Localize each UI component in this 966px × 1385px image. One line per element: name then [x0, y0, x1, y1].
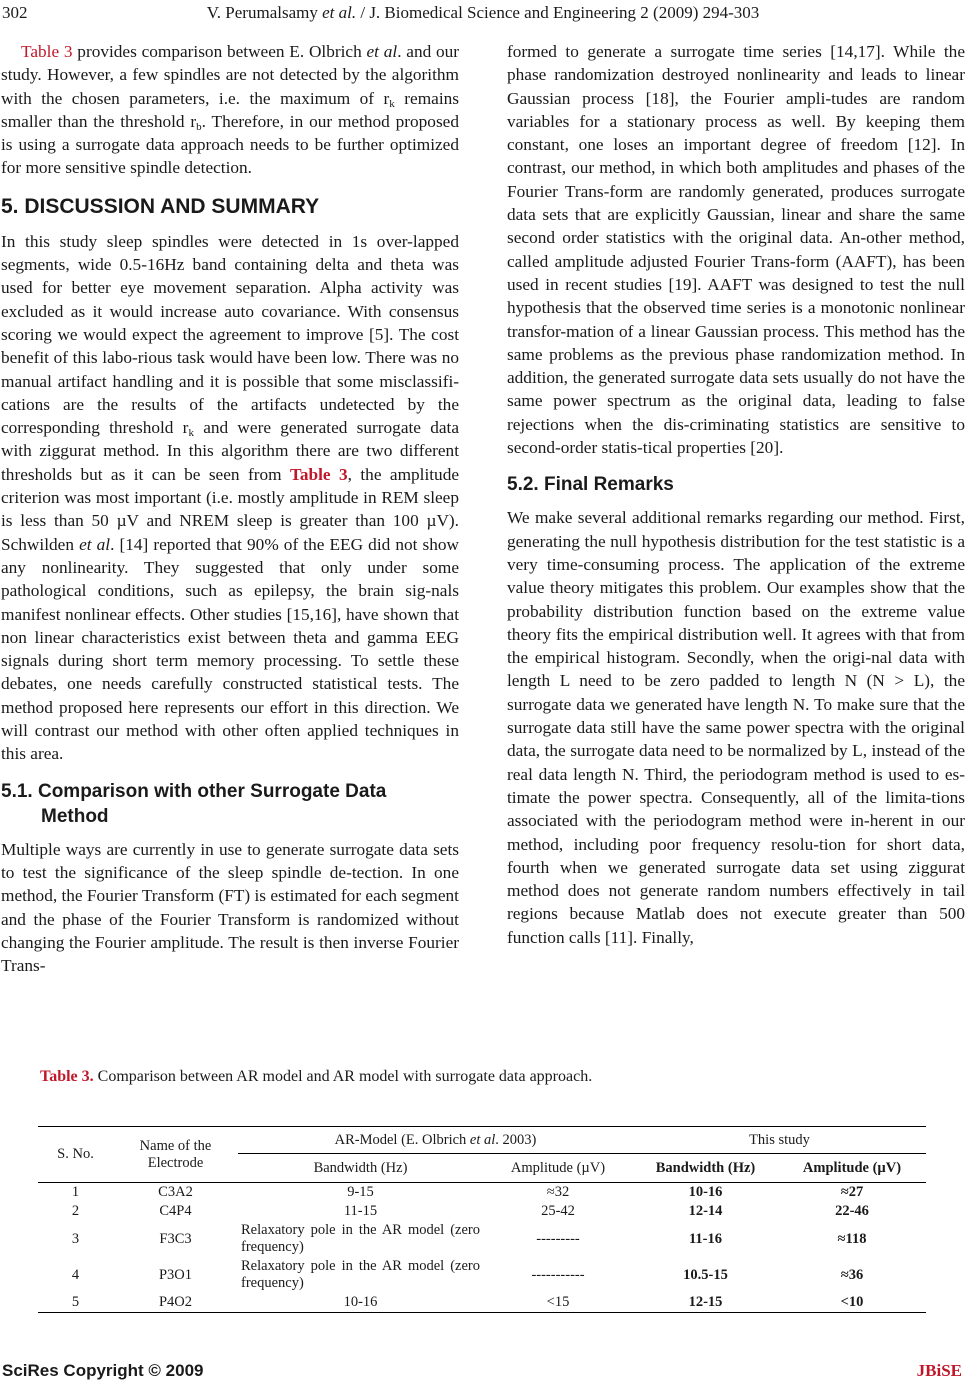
table-caption-text: Comparison between AR model and AR model with surrogate data approach. [93, 1068, 593, 1085]
table-caption [40, 1068, 592, 1086]
footer-copyright: SciRes Copyright © 2009 [2, 1361, 204, 1380]
paragraph-comparison: Multiple ways are currently in use to generate surrogate data sets to test the significance of the sleep spindle de-tection. In one method, the Fourier Transform (FT) is estimated for each segment and the phase of the Fourier Transform is randomized without changing the Fourier amplitude. The result is then inverse Fourier Trans- [1, 839, 459, 976]
table-row: 4 P3O1 Relaxatory pole in the AR model (zero frequency) ----------- 10.5-15 ≈36 [71, 1258, 864, 1291]
right-column [507, 40, 965, 949]
page-header [0, 3, 966, 27]
comparison-table [38, 1126, 926, 1313]
page-number: 302 [2, 3, 28, 22]
header-study-bandwidth: Bandwidth (Hz) [633, 1154, 778, 1183]
running-head-journal: / J. Biomedical Science and Engineering 2 (2009) 294-303 [356, 3, 760, 22]
paragraph-comparison-continued: formed to generate a surrogate time series [14,17]. While the phase randomization destroyed nonlinearity and leads to linear Gaussian process [18], the Fourier ampli-tudes are random variables for a stationary process as well. By keeping them constant, one loses an important degree of freedom [12]. In contrast, our method, in which both amplitudes and phases of the Fourier Trans-form are randomly generated, produces surrogate data sets that are explicitly Gaussian, linear and share the same second order statistics with the original data. An-other method, called amplitude adjusted Fourier Trans-form (AAFT), has been used in recent studies [19]. AAFT was designed to test the null hypothesis that the observed time series is a monotonic nonlinear transfor-mation of a linear Gaussian process. This method has the same problems as the previous phase randomization method. In addition, the generated surrogate data sets usually do not have the same power spectrum as the original data, leading to false rejections when the dis-criminating statistics are sensitive to second-order statis-tical properties [20]. [507, 42, 965, 458]
running-head-authors: V. Perumalsamy [206, 3, 323, 22]
subsection-heading-comparison: 5.1. Comparison with other Surrogate Data Method [1, 780, 387, 827]
section-heading-discussion: 5. DISCUSSION AND SUMMARY [1, 194, 320, 218]
header-study-amplitude: Amplitude (µV) [778, 1154, 926, 1183]
left-column [1, 40, 459, 977]
table-row: 5 P4O2 10-16 <15 12-15 <10 [38, 1293, 926, 1313]
running-head-et-al: et al. [322, 3, 357, 22]
table-row: 1 C3A2 9-15 ≈32 10-16 ≈27 [71, 1184, 864, 1200]
table-3-link[interactable]: Table 3 [289, 464, 348, 484]
paragraph-table3-intro: Table 3 provides comparison between E. Olbrich et al. and our study. However, a few spindles are not detected by the algorithm with the chosen parameters, i.e. the maximum of $r_k$ remains smaller than the threshold $r_b$. Therefore, in our method proposed is using a surrogate data approach needs to be further optimized for more sensitive spindle detection. [1, 42, 460, 178]
table-caption-label: Table 3. [40, 1068, 94, 1085]
footer-journal-abbr: JBiSE [916, 1361, 962, 1380]
header-ar-bandwidth: Bandwidth (Hz) [238, 1154, 483, 1183]
header-ar-amplitude: Amplitude (µV) [483, 1154, 633, 1183]
subsection-heading-final-remarks: 5.2. Final Remarks [507, 474, 674, 496]
header-sno: S. No. [38, 1127, 113, 1183]
table-header-row [38, 1127, 926, 1154]
running-head [0, 3, 966, 23]
header-this-study: This study [633, 1127, 926, 1154]
table-row: 2 C4P4 11-15 25-42 12-14 22-46 [71, 1203, 869, 1219]
table-3-link[interactable]: Table 3 [21, 42, 73, 61]
header-electrode: Name of the Electrode [113, 1127, 238, 1183]
paragraph-discussion: In this study sleep spindles were detected in 1s over-lapped segments, wide 0.5-16Hz band containing delta and theta was used for better eye movement separation. Alpha activity was excluded as it would increase auto covariance. With consensus scoring we would expect the agreement to improve [5]. The cost benefit of this labo-rious task would have been low. There was no manual artifact handling and it is possible that some misclassifi-cations are the results of the artifacts undetected by the corresponding threshold $r_k$ and were generated surrogate data with ziggurat method. In this algorithm there are two different thresholds but as it can be seen from Table 3, the amplitude criterion was most important (i.e. mostly amplitude in REM sleep is less than 50 µV and NREM sleep is greater than 100 µV). Schwilden et al. [14] reported that 90% of the EEG did not show any nonlinearity. They suggested that only under some pathological conditions, such as epilepsy, the brain sig-nals manifest nonlinear effects. Other studies [15,16], have shown that non linear characteristics exist between theta and gamma EEG signals during short term memory processing. To settle these debates, one needs carefully constructed statistical tests. The method proposed here represents our effort in this direction. We will contrast our method with other often applied techniques in this area. [1, 231, 460, 764]
header-ar-model: AR-Model (E. Olbrich et al. 2003) [238, 1127, 633, 1154]
table-row: 3 F3C3 Relaxatory pole in the AR model (zero frequency) --------- 11-16 ≈118 [71, 1222, 867, 1255]
paragraph-final-remarks: We make several additional remarks regarding our method. First, generating the null hypothesis distribution for the test statistic is a very time-consuming process. The application of the extreme value theory mitigates this problem. Our examples show that the probability distribution function based on the extreme value theory fits the empirical distribution well. It agrees with that from the empirical histogram. Secondly, when the origi-nal data with length L need to be zero padded to length N (N > L), the surrogate data we generated have length N. To make sure that the surrogate data still have the same power spectra with the original data, the surrogate data need to be normalized by L, instead of the real data length N. Third, the periodogram method is used to es-timate the power spectra. Consequently, all of the limita-tions associated with the periodogram method were in-herent in our method, including poor frequency resolu-tion for short data, fourth when we generated surrogate data set using ziggurat method does not generate random numbers effectively in tail regions because Matlab does not execute greater than 500 function calls [11]. Finally, [507, 508, 965, 947]
